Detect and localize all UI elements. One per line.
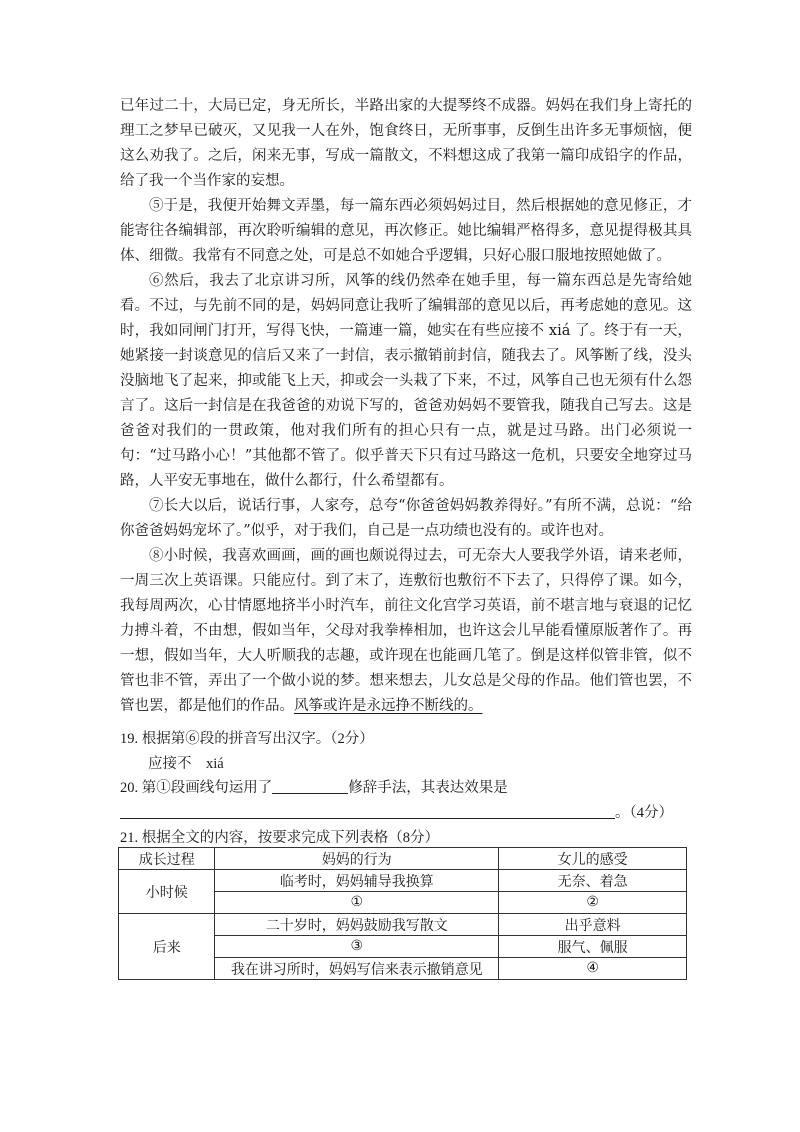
reading-passage	[120, 94, 692, 719]
answer-blank-rhetoric[interactable]	[272, 777, 348, 794]
table-cell: 临考时，妈妈辅导我换算	[215, 870, 499, 892]
answer-blank-effect[interactable]	[120, 802, 615, 819]
paragraph-5: ⑤于是，我便开始舞文弄墨，每一篇东西必须妈妈过目，然后根据她的意见修正，才能寄往各编辑部，再次聆听编辑的意见，再次修正。她比编辑严格得多，意见提得极其具体、细微。我常有不同意之处，可是总不如她合乎逻辑，只好心服口服地按照她做了。	[120, 198, 692, 264]
table-row	[119, 870, 687, 892]
table-cell-answer-4[interactable]: ④	[499, 958, 687, 980]
question-21: 21. 根据全文的内容，按要求完成下列表格（8分）	[120, 830, 439, 846]
table-header: 妈妈的行为	[215, 848, 499, 870]
table-cell: 服气、佩服	[499, 936, 687, 958]
question-20-part-a: 20. 第①段画线句运用了	[120, 780, 273, 796]
question-19-item: 应接不 xiá	[148, 756, 224, 772]
table-group-label: 后来	[119, 914, 215, 980]
question-20-part-b: 修辞手法，其表达效果是	[348, 780, 508, 796]
table-cell: 我在讲习所时，妈妈写信来表示撤销意见	[215, 958, 499, 980]
answer-table	[118, 847, 687, 980]
paragraph-8-text: ⑧小时候，我喜欢画画，画的画也颇说得过去，可无奈大人要我学外语，请来老师，一周三次上英语课。只能应付。到了末了，连敷衍也敷衍不下去了，只得停了课。如今，我每周两次，心甘情愿地挤半小时汽车，前往文化宫学习英语，前不堪言地与衰退的记忆力搏斗着，不由想，假如当年，父母对我拳棒相加，也许这会儿早能看懂原版著作了。再一想，假如当年，大人听顺我的志趣，或许现在也能画几笔了。倒是这样似管非管，似不管也非不管，弄出了一个做小说的梦。想来想去，儿女总是父母的作品。他们管也罢，不管也罢，都是他们的作品。	[120, 548, 692, 714]
question-19: 19. 根据第⑥段的拼音写出汉字。（2分）	[120, 731, 374, 747]
table-cell-answer-2[interactable]: ②	[499, 892, 687, 914]
table-cell-answer-3[interactable]: ③	[215, 936, 499, 958]
table-row	[119, 914, 687, 936]
table-cell: 二十岁时，妈妈鼓励我写散文	[215, 914, 499, 936]
table-header-row	[119, 848, 687, 870]
table-cell-answer-1[interactable]: ①	[215, 892, 499, 914]
question-20-answer-line	[120, 801, 673, 822]
question-20	[120, 776, 508, 797]
paragraph-8	[120, 544, 692, 719]
paragraph-7: ⑦长大以后，说话行事，人家夸，总夸“你爸爸妈妈教养得好。”有所不满，总说：“给你爸爸妈妈宠坏了。”似乎，对于我们，自己是一点功绩也没有的。或许也对。	[120, 498, 692, 539]
table-group-label: 小时候	[119, 870, 215, 914]
paragraph-6: ⑥然后，我去了北京讲习所，风筝的线仍然牵在她手里，每一篇东西总是先寄给她看。不过，与先前不同的是，妈妈同意让我听了编辑部的意见以后，再考虑她的意见。这时，我如同闸门打开，写得飞快，一篇連一篇，她实在有些应接不 xiá 了。终于有一天，她紧接一封谈意见的信后又来了一封信，表示撤销前封信，随我去了。风筝断了线，没头没脑地飞了起来，抑或能飞上天，抑或会一头栽了下来，不过，风筝自己也无须有什么怨言了。这后一封信是在我爸爸的劝说下写的，爸爸劝妈妈不要管我，随我自己写去。这是爸爸对我们的一贯政策，他对我们所有的担心只有一点，就是过马路。出门必须说一句：“过马路小心！”其他都不管了。似乎普天下只有过马路这一危机，只要安全地穿过马路，人平安无事地在，做什么都行，什么希望都有。	[120, 273, 692, 489]
table-cell: 无奈、着急	[499, 870, 687, 892]
table-header: 女儿的感受	[499, 848, 687, 870]
underlined-sentence: 风筝或许是永远挣不断线的。	[294, 698, 483, 714]
table-header: 成长过程	[119, 848, 215, 870]
paragraph-intro: 已年过二十，大局已定，身无所长，半路出家的大提琴终不成器。妈妈在我们身上寄托的理工之梦早已破灭，又见我一人在外，饱食终日，无所事事，反倒生出许多无事烦恼，便这么劝我了。之后，闲来无事，写成一篇散文，不料想这成了我第一篇印成铅字的作品，给了我一个当作家的妄想。	[120, 98, 692, 189]
question-20-score: 。（4分）	[615, 805, 673, 821]
table-cell: 出乎意料	[499, 914, 687, 936]
